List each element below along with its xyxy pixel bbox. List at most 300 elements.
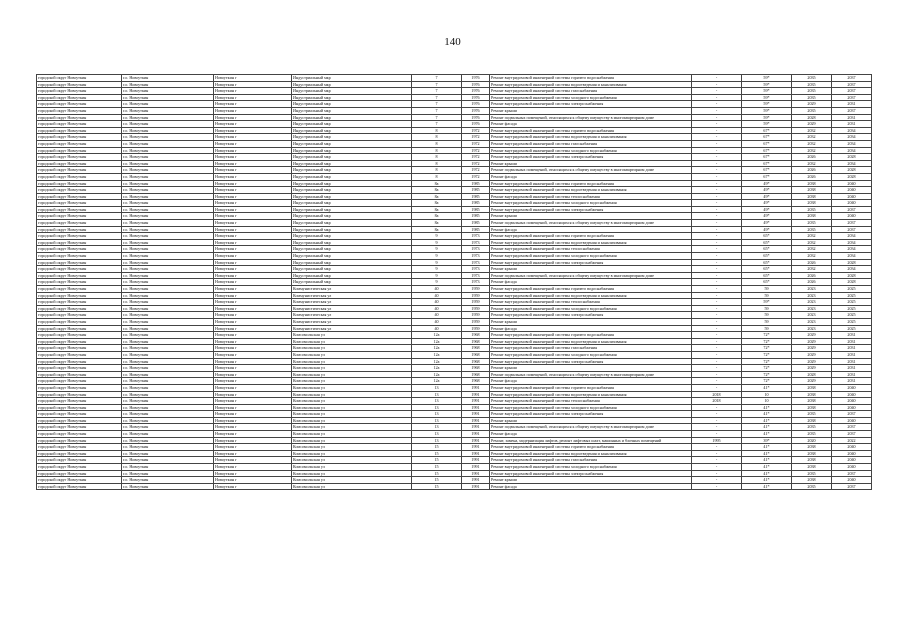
work-type-cell: Ремонт внутридомовой инженерной системы электроснабжения (490, 470, 692, 477)
last-repair-year-cell: - (692, 292, 742, 299)
house-number-cell: 15 (412, 450, 462, 457)
table-row (37, 127, 872, 134)
end-year-cell: 2040 (832, 450, 872, 457)
build-year-cell: 1972 (462, 173, 490, 180)
wear-cell: 41* (742, 411, 792, 418)
build-year-cell: 1968 (462, 338, 490, 345)
house-number-cell: 9 (412, 246, 462, 253)
house-number-cell: 8 (412, 140, 462, 147)
work-type-cell: Ремонт фасада (490, 483, 692, 490)
street-cell: Индустриальный мкр (292, 200, 412, 207)
house-number-cell: 7 (412, 101, 462, 108)
end-year-cell: 2025 (832, 305, 872, 312)
build-year-cell: 1968 (462, 371, 490, 378)
start-year-cell: 2038 (792, 213, 832, 220)
table-row (37, 173, 872, 180)
wear-cell: 41* (742, 450, 792, 457)
house-number-cell: 8а (412, 206, 462, 213)
work-type-cell: Ремонт внутридомовой инженерной системы теплоснабжения (490, 398, 692, 405)
municipality-cell: г.о. Новоуткин (122, 180, 214, 187)
start-year-cell: 2038 (792, 457, 832, 464)
house-number-cell: 40 (412, 299, 462, 306)
settlement-cell: Новоуткин г (214, 384, 292, 391)
build-year-cell: 1976 (462, 94, 490, 101)
house-number-cell: 15 (412, 470, 462, 477)
district-cell: городской округ Новоуткин (37, 154, 122, 161)
district-cell: городской округ Новоуткин (37, 121, 122, 128)
street-cell: Индустриальный мкр (292, 154, 412, 161)
house-number-cell: 9 (412, 253, 462, 260)
house-number-cell: 8 (412, 167, 462, 174)
build-year-cell: 1959 (462, 286, 490, 293)
municipality-cell: г.о. Новоуткин (122, 338, 214, 345)
start-year-cell: 2038 (792, 450, 832, 457)
table-row (37, 180, 872, 187)
end-year-cell: 2037 (832, 88, 872, 95)
settlement-cell: Новоуткин г (214, 154, 292, 161)
start-year-cell: 2032 (792, 246, 832, 253)
work-type-cell: Ремонт внутридомовой инженерной системы электроснабжения (490, 259, 692, 266)
start-year-cell: 2026 (792, 154, 832, 161)
settlement-cell: Новоуткин г (214, 213, 292, 220)
table-row (37, 233, 872, 240)
settlement-cell: Новоуткин г (214, 206, 292, 213)
district-cell: городской округ Новоуткин (37, 206, 122, 213)
end-year-cell: 2031 (832, 351, 872, 358)
municipality-cell: г.о. Новоуткин (122, 259, 214, 266)
municipality-cell: г.о. Новоуткин (122, 233, 214, 240)
settlement-cell: Новоуткин г (214, 464, 292, 471)
build-year-cell: 1985 (462, 180, 490, 187)
work-type-cell: Ремонт внутридомовой инженерной системы водоотведения и канализования (490, 134, 692, 141)
district-cell: городской округ Новоуткин (37, 351, 122, 358)
street-cell: Коммунистическая ул (292, 325, 412, 332)
district-cell: городской округ Новоуткин (37, 457, 122, 464)
street-cell: Индустриальный мкр (292, 272, 412, 279)
work-type-cell: Ремонт внутридомовой инженерной системы холодного водоснабжения (490, 253, 692, 260)
end-year-cell: 2031 (832, 345, 872, 352)
work-type-cell: Ремонт внутридомовой инженерной системы теплоснабжения (490, 299, 692, 306)
end-year-cell: 2028 (832, 173, 872, 180)
wear-cell: 49* (742, 226, 792, 233)
work-type-cell: Ремонт внутридомовой инженерной системы газоснабжения (490, 345, 692, 352)
build-year-cell: 1973 (462, 239, 490, 246)
wear-cell: 67* (742, 160, 792, 167)
municipality-cell: г.о. Новоуткин (122, 477, 214, 484)
municipality-cell: г.о. Новоуткин (122, 417, 214, 424)
table-row (37, 272, 872, 279)
table-row (37, 167, 872, 174)
settlement-cell: Новоуткин г (214, 246, 292, 253)
work-type-cell: Ремонт внутридомовой инженерной системы газоснабжения (490, 457, 692, 464)
house-number-cell: 8а (412, 187, 462, 194)
settlement-cell: Новоуткин г (214, 338, 292, 345)
start-year-cell: 2038 (792, 193, 832, 200)
work-type-cell: Ремонт крыши (490, 318, 692, 325)
last-repair-year-cell: - (692, 94, 742, 101)
street-cell: Индустриальный мкр (292, 246, 412, 253)
end-year-cell: 2040 (832, 384, 872, 391)
last-repair-year-cell: - (692, 318, 742, 325)
municipality-cell: г.о. Новоуткин (122, 437, 214, 444)
start-year-cell: 2023 (792, 325, 832, 332)
table-row (37, 450, 872, 457)
district-cell: городской округ Новоуткин (37, 444, 122, 451)
municipality-cell: г.о. Новоуткин (122, 147, 214, 154)
work-type-cell: Ремонт внутридомовой инженерной системы электроснабжения (490, 358, 692, 365)
house-number-cell: 15 (412, 483, 462, 490)
last-repair-year-cell: - (692, 279, 742, 286)
house-number-cell: 7 (412, 114, 462, 121)
last-repair-year-cell: 2018 (692, 391, 742, 398)
district-cell: городской округ Новоуткин (37, 286, 122, 293)
wear-cell: 10 (742, 391, 792, 398)
last-repair-year-cell: 2018 (692, 398, 742, 405)
table-row (37, 417, 872, 424)
build-year-cell: 1991 (462, 444, 490, 451)
municipality-cell: г.о. Новоуткин (122, 345, 214, 352)
last-repair-year-cell: - (692, 107, 742, 114)
last-repair-year-cell: - (692, 88, 742, 95)
last-repair-year-cell: - (692, 404, 742, 411)
district-cell: городской округ Новоуткин (37, 483, 122, 490)
municipality-cell: г.о. Новоуткин (122, 398, 214, 405)
end-year-cell: 2028 (832, 279, 872, 286)
municipality-cell: г.о. Новоуткин (122, 351, 214, 358)
work-type-cell: Ремонт внутридомовой инженерной системы водоотведения и канализования (490, 239, 692, 246)
municipality-cell: г.о. Новоуткин (122, 213, 214, 220)
build-year-cell: 1985 (462, 220, 490, 227)
end-year-cell: 2037 (832, 81, 872, 88)
start-year-cell: 2035 (792, 220, 832, 227)
district-cell: городской округ Новоуткин (37, 305, 122, 312)
work-type-cell: Ремонт внутридомовой инженерной системы холодного водоснабжения (490, 404, 692, 411)
street-cell: Индустриальный мкр (292, 127, 412, 134)
wear-cell: 49* (742, 213, 792, 220)
wear-cell: 49* (742, 206, 792, 213)
street-cell: Индустриальный мкр (292, 213, 412, 220)
settlement-cell: Новоуткин г (214, 147, 292, 154)
table-row (37, 226, 872, 233)
table-row (37, 332, 872, 339)
table-row (37, 147, 872, 154)
wear-cell: 59* (742, 75, 792, 82)
district-cell: городской округ Новоуткин (37, 88, 122, 95)
municipality-cell: г.о. Новоуткин (122, 279, 214, 286)
house-number-cell: 8а (412, 200, 462, 207)
build-year-cell: 1968 (462, 358, 490, 365)
work-type-cell: Ремонт внутридомовой инженерной системы холодного водоснабжения (490, 305, 692, 312)
street-cell: Комсомольская ул (292, 391, 412, 398)
start-year-cell: 2035 (792, 94, 832, 101)
municipality-cell: г.о. Новоуткин (122, 470, 214, 477)
work-type-cell: Ремонт подвальных помещений, относящихся к общему имуществу в многоквартирном доме (490, 220, 692, 227)
build-year-cell: 1991 (462, 477, 490, 484)
start-year-cell: 2038 (792, 417, 832, 424)
municipality-cell: г.о. Новоуткин (122, 312, 214, 319)
municipality-cell: г.о. Новоуткин (122, 253, 214, 260)
table-row (37, 94, 872, 101)
wear-cell: 72* (742, 338, 792, 345)
table-row (37, 286, 872, 293)
municipality-cell: г.о. Новоуткин (122, 239, 214, 246)
street-cell: Индустриальный мкр (292, 233, 412, 240)
wear-cell: 67* (742, 167, 792, 174)
house-number-cell: 7 (412, 75, 462, 82)
table-row (37, 88, 872, 95)
end-year-cell: 2037 (832, 107, 872, 114)
street-cell: Комсомольская ул (292, 470, 412, 477)
district-cell: городской округ Новоуткин (37, 371, 122, 378)
street-cell: Индустриальный мкр (292, 226, 412, 233)
settlement-cell: Новоуткин г (214, 378, 292, 385)
wear-cell: 41* (742, 470, 792, 477)
last-repair-year-cell: - (692, 312, 742, 319)
end-year-cell: 2028 (832, 272, 872, 279)
table-row (37, 365, 872, 372)
settlement-cell: Новоуткин г (214, 457, 292, 464)
end-year-cell: 2040 (832, 193, 872, 200)
settlement-cell: Новоуткин г (214, 286, 292, 293)
start-year-cell: 2028 (792, 371, 832, 378)
wear-cell: 67* (742, 127, 792, 134)
district-cell: городской округ Новоуткин (37, 391, 122, 398)
start-year-cell: 2026 (792, 272, 832, 279)
start-year-cell: 2035 (792, 88, 832, 95)
settlement-cell: Новоуткин г (214, 226, 292, 233)
settlement-cell: Новоуткин г (214, 318, 292, 325)
house-number-cell: 15 (412, 464, 462, 471)
build-year-cell: 1973 (462, 266, 490, 273)
street-cell: Коммунистическая ул (292, 305, 412, 312)
municipality-cell: г.о. Новоуткин (122, 134, 214, 141)
build-year-cell: 1959 (462, 305, 490, 312)
work-type-cell: Ремонт внутридомовой инженерной системы электроснабжения (490, 312, 692, 319)
house-number-cell: 13 (412, 391, 462, 398)
settlement-cell: Новоуткин г (214, 272, 292, 279)
table-body (37, 75, 872, 490)
district-cell: городской округ Новоуткин (37, 470, 122, 477)
district-cell: городской округ Новоуткин (37, 404, 122, 411)
municipality-cell: г.о. Новоуткин (122, 154, 214, 161)
table-row (37, 325, 872, 332)
settlement-cell: Новоуткин г (214, 253, 292, 260)
table-row (37, 253, 872, 260)
street-cell: Комсомольская ул (292, 483, 412, 490)
build-year-cell: 1991 (462, 417, 490, 424)
end-year-cell: 2031 (832, 101, 872, 108)
district-cell: городской округ Новоуткин (37, 200, 122, 207)
district-cell: городской округ Новоуткин (37, 193, 122, 200)
build-year-cell: 1991 (462, 437, 490, 444)
street-cell: Комсомольская ул (292, 464, 412, 471)
start-year-cell: 2038 (792, 477, 832, 484)
last-repair-year-cell: - (692, 127, 742, 134)
district-cell: городской округ Новоуткин (37, 378, 122, 385)
street-cell: Комсомольская ул (292, 358, 412, 365)
last-repair-year-cell: - (692, 305, 742, 312)
table-row (37, 305, 872, 312)
last-repair-year-cell: - (692, 220, 742, 227)
build-year-cell: 1976 (462, 101, 490, 108)
street-cell: Индустриальный мкр (292, 173, 412, 180)
last-repair-year-cell: - (692, 253, 742, 260)
municipality-cell: г.о. Новоуткин (122, 187, 214, 194)
start-year-cell: 2020 (792, 437, 832, 444)
district-cell: городской округ Новоуткин (37, 358, 122, 365)
district-cell: городской округ Новоуткин (37, 464, 122, 471)
end-year-cell: 2040 (832, 477, 872, 484)
settlement-cell: Новоуткин г (214, 450, 292, 457)
municipality-cell: г.о. Новоуткин (122, 226, 214, 233)
wear-cell: 65* (742, 272, 792, 279)
build-year-cell: 1972 (462, 167, 490, 174)
wear-cell: 65* (742, 233, 792, 240)
settlement-cell: Новоуткин г (214, 404, 292, 411)
end-year-cell: 2025 (832, 299, 872, 306)
table-row (37, 312, 872, 319)
street-cell: Коммунистическая ул (292, 286, 412, 293)
end-year-cell: 2025 (832, 292, 872, 299)
municipality-cell: г.о. Новоуткин (122, 160, 214, 167)
settlement-cell: Новоуткин г (214, 371, 292, 378)
settlement-cell: Новоуткин г (214, 444, 292, 451)
house-number-cell: 12а (412, 358, 462, 365)
last-repair-year-cell: - (692, 470, 742, 477)
end-year-cell: 2037 (832, 226, 872, 233)
work-type-cell: Ремонт внутридомовой инженерной системы горячего водоснабжения (490, 286, 692, 293)
last-repair-year-cell: - (692, 213, 742, 220)
last-repair-year-cell: - (692, 160, 742, 167)
municipality-cell: г.о. Новоуткин (122, 378, 214, 385)
end-year-cell: 2034 (832, 140, 872, 147)
table-row (37, 200, 872, 207)
work-type-cell: Ремонт фасада (490, 279, 692, 286)
table-row (37, 464, 872, 471)
municipality-cell: г.о. Новоуткин (122, 483, 214, 490)
house-number-cell: 13 (412, 404, 462, 411)
work-type-cell: Ремонт крыши (490, 160, 692, 167)
wear-cell: 41* (742, 424, 792, 431)
municipality-cell: г.о. Новоуткин (122, 457, 214, 464)
start-year-cell: 2029 (792, 338, 832, 345)
municipality-cell: г.о. Новоуткин (122, 411, 214, 418)
work-type-cell: Ремонт внутридомовой инженерной системы горячего водоснабжения (490, 75, 692, 82)
last-repair-year-cell: - (692, 431, 742, 438)
build-year-cell: 1972 (462, 127, 490, 134)
work-type-cell: Ремонт крыши (490, 266, 692, 273)
house-number-cell: 8 (412, 127, 462, 134)
district-cell: городской округ Новоуткин (37, 187, 122, 194)
district-cell: городской округ Новоуткин (37, 266, 122, 273)
start-year-cell: 2029 (792, 358, 832, 365)
end-year-cell: 2037 (832, 75, 872, 82)
start-year-cell: 2032 (792, 127, 832, 134)
build-year-cell: 1972 (462, 140, 490, 147)
street-cell: Комсомольская ул (292, 378, 412, 385)
end-year-cell: 2031 (832, 358, 872, 365)
wear-cell: 65* (742, 279, 792, 286)
district-cell: городской округ Новоуткин (37, 477, 122, 484)
wear-cell: 67* (742, 154, 792, 161)
house-number-cell: 9 (412, 272, 462, 279)
house-number-cell: 8 (412, 134, 462, 141)
last-repair-year-cell: - (692, 75, 742, 82)
settlement-cell: Новоуткин г (214, 411, 292, 418)
build-year-cell: 1973 (462, 246, 490, 253)
last-repair-year-cell: - (692, 154, 742, 161)
house-number-cell: 13 (412, 417, 462, 424)
house-number-cell: 13 (412, 431, 462, 438)
last-repair-year-cell: - (692, 259, 742, 266)
table-row (37, 266, 872, 273)
start-year-cell: 2032 (792, 233, 832, 240)
build-year-cell: 1968 (462, 351, 490, 358)
district-cell: городской округ Новоуткин (37, 365, 122, 372)
district-cell: городской округ Новоуткин (37, 134, 122, 141)
start-year-cell: 2035 (792, 107, 832, 114)
wear-cell: 41* (742, 483, 792, 490)
municipality-cell: г.о. Новоуткин (122, 318, 214, 325)
street-cell: Комсомольская ул (292, 365, 412, 372)
street-cell: Индустриальный мкр (292, 134, 412, 141)
end-year-cell: 2040 (832, 213, 872, 220)
street-cell: Комсомольская ул (292, 338, 412, 345)
municipality-cell: г.о. Новоуткин (122, 358, 214, 365)
settlement-cell: Новоуткин г (214, 140, 292, 147)
district-cell: городской округ Новоуткин (37, 450, 122, 457)
wear-cell: 65* (742, 259, 792, 266)
street-cell: Коммунистическая ул (292, 312, 412, 319)
build-year-cell: 1976 (462, 75, 490, 82)
start-year-cell: 2032 (792, 134, 832, 141)
build-year-cell: 1991 (462, 411, 490, 418)
last-repair-year-cell: - (692, 226, 742, 233)
table-row (37, 431, 872, 438)
district-cell: городской округ Новоуткин (37, 75, 122, 82)
start-year-cell: 2029 (792, 121, 832, 128)
work-type-cell: Ремонт внутридомовой инженерной системы водоотведения и канализования (490, 450, 692, 457)
wear-cell: 67* (742, 173, 792, 180)
district-cell: городской округ Новоуткин (37, 127, 122, 134)
municipality-cell: г.о. Новоуткин (122, 266, 214, 273)
start-year-cell: 2028 (792, 114, 832, 121)
work-type-cell: Ремонт фасада (490, 378, 692, 385)
work-type-cell: Ремонт внутридомовой инженерной системы водоотведения и канализования (490, 81, 692, 88)
wear-cell: 49* (742, 200, 792, 207)
build-year-cell: 1976 (462, 81, 490, 88)
build-year-cell: 1991 (462, 424, 490, 431)
build-year-cell: 1968 (462, 332, 490, 339)
house-number-cell: 40 (412, 305, 462, 312)
table-row (37, 470, 872, 477)
street-cell: Комсомольская ул (292, 444, 412, 451)
build-year-cell: 1973 (462, 272, 490, 279)
street-cell: Индустриальный мкр (292, 187, 412, 194)
start-year-cell: 2035 (792, 81, 832, 88)
street-cell: Индустриальный мкр (292, 107, 412, 114)
settlement-cell: Новоуткин г (214, 220, 292, 227)
last-repair-year-cell: - (692, 193, 742, 200)
table-row (37, 160, 872, 167)
street-cell: Индустриальный мкр (292, 253, 412, 260)
end-year-cell: 2028 (832, 259, 872, 266)
wear-cell: 65* (742, 253, 792, 260)
house-number-cell: 8 (412, 160, 462, 167)
build-year-cell: 1991 (462, 431, 490, 438)
wear-cell: 49* (742, 180, 792, 187)
start-year-cell: 2035 (792, 226, 832, 233)
